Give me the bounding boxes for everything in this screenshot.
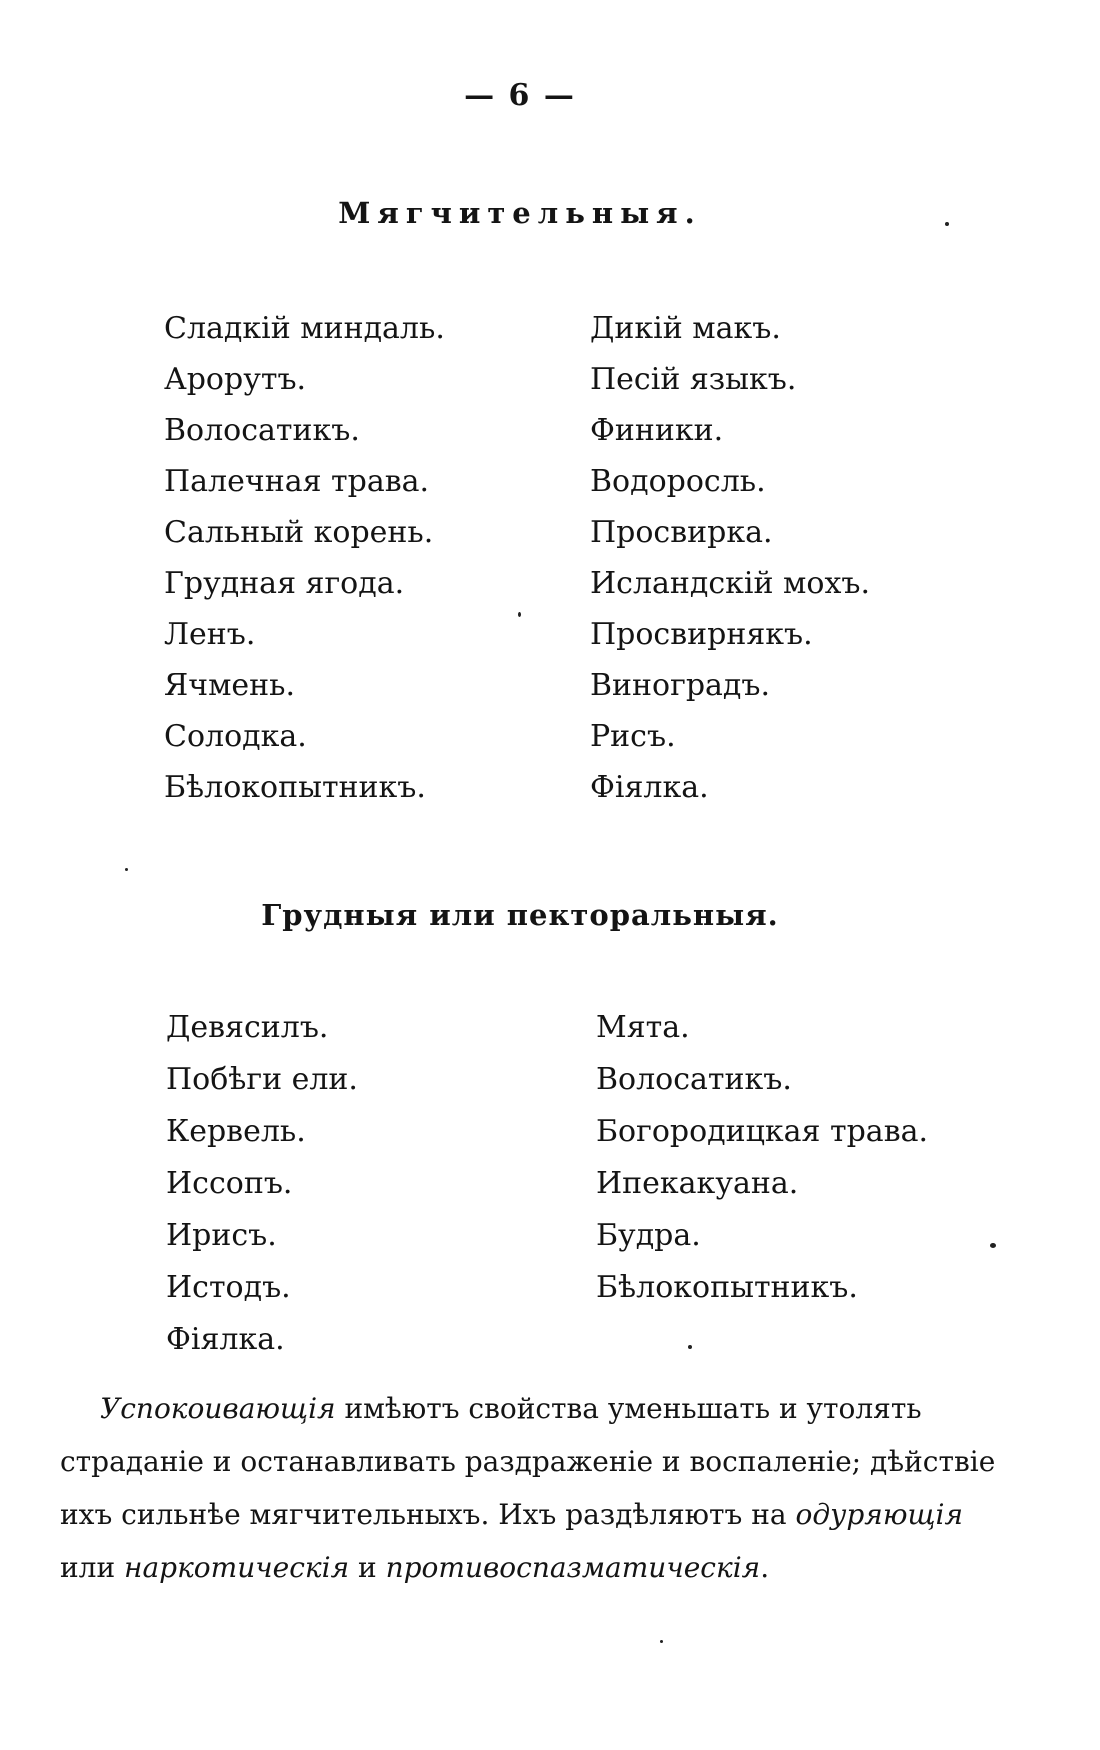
list-item: Палечная трава.	[164, 464, 430, 499]
list-item: Просвирнякъ.	[590, 617, 813, 652]
list-item: Бѣлокопытникъ.	[164, 770, 426, 805]
scan-speck	[688, 1345, 692, 1349]
list-item: Дикій макъ.	[590, 311, 781, 346]
list-item: Фіялка.	[166, 1322, 285, 1357]
scan-speck	[660, 1640, 663, 1643]
list-item: Истодъ.	[166, 1270, 291, 1305]
term-narcotic: наркотическія	[124, 1551, 350, 1584]
list-item: Ирисъ.	[166, 1218, 277, 1253]
list-item: Арорутъ.	[164, 362, 307, 397]
list-item: Сладкій миндаль.	[164, 311, 445, 346]
pectorals-list-right	[596, 1002, 928, 1314]
list-item: Виноградъ.	[590, 668, 770, 703]
scan-speck	[990, 1243, 996, 1248]
list-item: Ячмень.	[164, 668, 296, 703]
list-item: Мята.	[596, 1010, 690, 1045]
paragraph-text: имѣютъ свойства уменьшать и утолять	[335, 1392, 922, 1425]
paragraph-line	[60, 1488, 980, 1541]
list-item: Солодка.	[164, 719, 307, 754]
paragraph-line	[60, 1541, 980, 1594]
list-item: Кервель.	[166, 1114, 306, 1149]
page-number: — 6 —	[464, 78, 576, 113]
list-item: Будра.	[596, 1218, 701, 1253]
list-item: Иссопъ.	[166, 1166, 293, 1201]
list-item: Песій языкъ.	[590, 362, 797, 397]
paragraph-text: ихъ сильнѣе мягчительныхъ. Ихъ раздѣляютъ на	[60, 1498, 796, 1531]
term-stupefying: одуряющія	[795, 1498, 964, 1531]
term-antispasmodic: противоспазматическія	[385, 1551, 761, 1584]
scan-speck	[518, 612, 521, 617]
list-item: Рисъ.	[590, 719, 676, 754]
list-item: Ленъ.	[164, 617, 256, 652]
emollients-list-left	[164, 303, 445, 813]
list-item: Водоросль.	[590, 464, 766, 499]
paragraph-text: и	[349, 1551, 386, 1584]
list-item: Просвирка.	[590, 515, 773, 550]
list-item: Фіялка.	[590, 770, 709, 805]
scan-speck	[945, 222, 949, 226]
list-item: Ипекакуана.	[596, 1166, 799, 1201]
scan-speck	[125, 868, 128, 871]
section-heading-pectorals: Грудныя или пекторальныя.	[261, 898, 779, 932]
list-item: Побѣги ели.	[166, 1062, 358, 1097]
list-item: Волосатикъ.	[164, 413, 360, 448]
list-item: Богородицкая трава.	[596, 1114, 929, 1149]
pectorals-list-left	[166, 1002, 358, 1366]
list-item: Сальный корень.	[164, 515, 434, 550]
paragraph-line	[60, 1382, 980, 1435]
list-item: Грудная ягода.	[164, 566, 405, 601]
list-item: Бѣлокопытникъ.	[596, 1270, 858, 1305]
emollients-list-right	[590, 303, 870, 813]
list-item: Финики.	[590, 413, 724, 448]
list-item: Девясилъ.	[166, 1010, 329, 1045]
paragraph-text: .	[760, 1551, 770, 1584]
paragraph-line	[60, 1435, 996, 1488]
paragraph-text: страданіе и останавливать раздраженіе и воспаленіе; дѣйствіе	[60, 1445, 996, 1478]
paragraph-text: или	[60, 1551, 125, 1584]
term-calming: Успокоивающія	[100, 1392, 336, 1425]
section-heading-emollients: Мягчительныя.	[338, 196, 702, 230]
list-item: Исландскій мохъ.	[590, 566, 870, 601]
list-item: Волосатикъ.	[596, 1062, 792, 1097]
body-paragraph	[60, 1382, 996, 1594]
